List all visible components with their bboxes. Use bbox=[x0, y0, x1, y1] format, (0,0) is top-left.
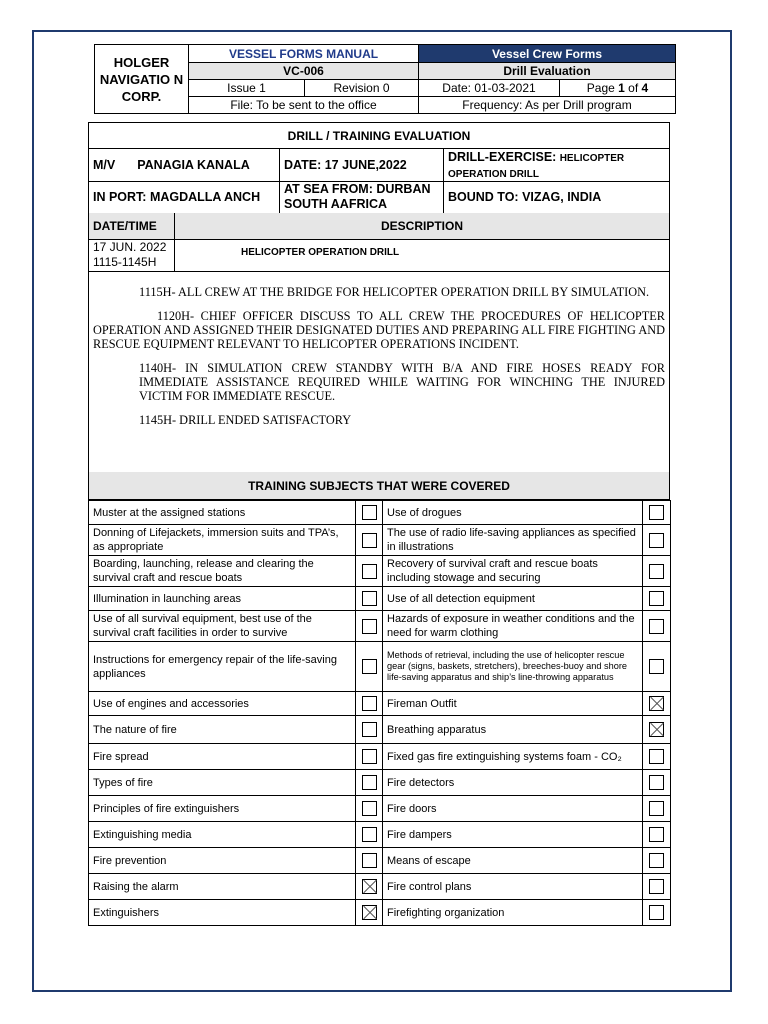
subject-checkbox-cell bbox=[643, 874, 671, 900]
subject-label: Illumination in launching areas bbox=[89, 587, 356, 611]
subject-checkbox-cell bbox=[643, 642, 671, 692]
subject-checkbox-cell bbox=[356, 796, 383, 822]
subject-checkbox[interactable] bbox=[649, 905, 664, 920]
manual-title: VESSEL FORMS MANUAL bbox=[189, 45, 419, 63]
subject-checkbox-cell bbox=[643, 611, 671, 642]
subject-checkbox-cell bbox=[356, 692, 383, 716]
subject-row bbox=[89, 848, 671, 874]
subject-label: Use of drogues bbox=[383, 501, 643, 525]
log-header-row bbox=[88, 213, 670, 240]
subject-label: Fire dampers bbox=[383, 822, 643, 848]
subject-label: Fire prevention bbox=[89, 848, 356, 874]
subject-checkbox-cell bbox=[643, 501, 671, 525]
subject-checkbox-cell bbox=[356, 822, 383, 848]
subject-label: Instructions for emergency repair of the life-saving appliances bbox=[89, 642, 356, 692]
subject-label: Firefighting organization bbox=[383, 900, 643, 926]
subject-checkbox-cell bbox=[356, 587, 383, 611]
subject-checkbox[interactable] bbox=[649, 533, 664, 548]
narrative-paragraph: 1120H- CHIEF OFFICER DISCUSS TO ALL CREW THE PROCEDURES OF HELICOPTER OPERATION AND ASSIGNED THEIR DESIGNATED DUTIES AND PREPARING ALL FIRE FIGHTING AND RESCUE EQUIPMENT RELEVANT TO HELICOPTER OPERATIONS INCIDENT. bbox=[93, 309, 665, 351]
subject-checkbox[interactable] bbox=[362, 696, 377, 711]
subject-row bbox=[89, 642, 671, 692]
bound-to: BOUND TO: VIZAG, INDIA bbox=[448, 190, 602, 204]
at-sea: AT SEA FROM: DURBAN SOUTH AAFRICA bbox=[280, 181, 444, 213]
subject-label: Use of all detection equipment bbox=[383, 587, 643, 611]
subject-checkbox[interactable] bbox=[362, 564, 377, 579]
subject-row bbox=[89, 501, 671, 525]
subject-checkbox-cell bbox=[356, 874, 383, 900]
subject-checkbox[interactable] bbox=[362, 853, 377, 868]
exercise-label: DRILL-EXERCISE: bbox=[448, 150, 557, 164]
subject-label: Fixed gas fire extinguishing systems foam - CO₂ bbox=[383, 744, 643, 770]
subject-checkbox[interactable] bbox=[649, 879, 664, 894]
subject-label: Use of all survival equipment, best use of the survival craft facilities in order to survive bbox=[89, 611, 356, 642]
subject-checkbox[interactable] bbox=[649, 619, 664, 634]
revision-number: Revision 0 bbox=[305, 80, 419, 97]
page-total: 4 bbox=[641, 81, 649, 95]
subject-row bbox=[89, 744, 671, 770]
subject-checkbox[interactable] bbox=[649, 564, 664, 579]
form-code: VC-006 bbox=[189, 63, 419, 80]
subject-checkbox-cell bbox=[356, 770, 383, 796]
subject-label: Raising the alarm bbox=[89, 874, 356, 900]
subject-label: Fire doors bbox=[383, 796, 643, 822]
subject-checkbox-cell bbox=[356, 848, 383, 874]
subject-checkbox[interactable] bbox=[362, 505, 377, 520]
file-instruction: File: To be sent to the office bbox=[189, 97, 419, 114]
narrative-paragraph: 1115H- ALL CREW AT THE BRIDGE FOR HELICOPTER OPERATION DRILL BY SIMULATION. bbox=[139, 285, 650, 299]
subject-checkbox[interactable] bbox=[649, 591, 664, 606]
form-title: DRILL / TRAINING EVALUATION bbox=[88, 122, 670, 149]
subject-label: Fire spread bbox=[89, 744, 356, 770]
entry-datetime bbox=[89, 239, 175, 271]
subject-row bbox=[89, 874, 671, 900]
subject-checkbox[interactable] bbox=[649, 749, 664, 764]
subject-checkbox-cell bbox=[356, 501, 383, 525]
entry-date: 17 JUN. 2022 bbox=[93, 240, 167, 254]
subject-label: The nature of fire bbox=[89, 716, 356, 744]
subject-label: Methods of retrieval, including the use of helicopter rescue gear (signs, baskets, stretchers), breeches-buoy and shore life-saving apparatus and ship’s line-throwing apparatus bbox=[383, 642, 643, 692]
narrative-paragraph: 1145H- DRILL ENDED SATISFACTORY bbox=[139, 413, 352, 427]
vessel-name: PANAGIA KANALA bbox=[137, 157, 250, 172]
subject-label: Means of escape bbox=[383, 848, 643, 874]
frequency: Frequency: As per Drill program bbox=[419, 97, 676, 114]
datetime-header: DATE/TIME bbox=[89, 213, 175, 239]
subject-checkbox[interactable] bbox=[362, 905, 377, 920]
subject-row bbox=[89, 611, 671, 642]
subject-checkbox-cell bbox=[643, 525, 671, 556]
subject-checkbox-cell bbox=[356, 611, 383, 642]
subject-label: Recovery of survival craft and rescue boats including stowage and securing bbox=[383, 556, 643, 587]
entry-description: HELICOPTER OPERATION DRILL bbox=[241, 246, 400, 258]
subject-label: Breathing apparatus bbox=[383, 716, 643, 744]
subject-checkbox-cell bbox=[356, 744, 383, 770]
vessel-cell bbox=[89, 148, 280, 181]
subjects-grid bbox=[88, 500, 670, 926]
subject-label: Fire control plans bbox=[383, 874, 643, 900]
subject-row bbox=[89, 900, 671, 926]
form-name: Drill Evaluation bbox=[419, 63, 676, 80]
subject-label: Donning of Lifejackets, immersion suits and TPA’s, as appropriate bbox=[89, 525, 356, 556]
subject-checkbox[interactable] bbox=[362, 749, 377, 764]
subject-row bbox=[89, 716, 671, 744]
subject-label: Boarding, launching, release and clearing the survival craft and rescue boats bbox=[89, 556, 356, 587]
vessel-label: M/V bbox=[93, 157, 116, 172]
page-of: of bbox=[624, 81, 642, 95]
subject-checkbox[interactable] bbox=[362, 533, 377, 548]
company-name: HOLGER NAVIGATIO N CORP. bbox=[95, 45, 189, 114]
subject-checkbox-cell bbox=[643, 716, 671, 744]
subject-checkbox-cell bbox=[643, 587, 671, 611]
subject-checkbox-cell bbox=[643, 822, 671, 848]
subject-label: Extinguishers bbox=[89, 900, 356, 926]
log-entry-row bbox=[88, 239, 670, 272]
exercise-cell bbox=[444, 148, 669, 181]
subject-checkbox[interactable] bbox=[649, 722, 664, 737]
subject-checkbox[interactable] bbox=[362, 827, 377, 842]
subject-label: Muster at the assigned stations bbox=[89, 501, 356, 525]
page-prefix: Page bbox=[586, 81, 619, 95]
drill-date: DATE: 17 JUNE,2022 bbox=[280, 148, 444, 181]
subject-checkbox[interactable] bbox=[362, 619, 377, 634]
subject-checkbox[interactable] bbox=[362, 722, 377, 737]
subject-checkbox-cell bbox=[643, 900, 671, 926]
page-number bbox=[560, 80, 676, 97]
drill-narrative bbox=[88, 271, 670, 473]
subject-checkbox[interactable] bbox=[362, 801, 377, 816]
in-port: IN PORT: MAGDALLA ANCH bbox=[89, 181, 280, 213]
page-current: 1 bbox=[618, 81, 625, 95]
subject-row bbox=[89, 822, 671, 848]
subject-checkbox-cell bbox=[643, 744, 671, 770]
subject-checkbox-cell bbox=[356, 556, 383, 587]
subject-checkbox[interactable] bbox=[362, 591, 377, 606]
subject-row bbox=[89, 556, 671, 587]
subject-checkbox[interactable] bbox=[649, 827, 664, 842]
exercise-value: HELICOPTER OPERATION DRILL bbox=[448, 153, 625, 180]
subject-row bbox=[89, 587, 671, 611]
subject-label: Use of engines and accessories bbox=[89, 692, 356, 716]
subject-checkbox-cell bbox=[356, 642, 383, 692]
description-header: DESCRIPTION bbox=[380, 219, 463, 233]
subject-checkbox[interactable] bbox=[649, 505, 664, 520]
form-header bbox=[94, 44, 675, 113]
narrative-paragraph: 1140H- IN SIMULATION CREW STANDBY WITH B/A AND FIRE HOSES READY FOR IMMEDIATE ASSISTANCE REQUIRED WHILE WAITING FOR WINCHING THE INJURED VICTIM FOR IMMEDIATE RESCUE. bbox=[139, 361, 665, 403]
subject-checkbox[interactable] bbox=[649, 801, 664, 816]
subject-checkbox-cell bbox=[356, 525, 383, 556]
issue-date: Date: 01-03-2021 bbox=[419, 80, 560, 97]
subject-row bbox=[89, 692, 671, 716]
subject-label: Principles of fire extinguishers bbox=[89, 796, 356, 822]
subject-checkbox[interactable] bbox=[362, 659, 377, 674]
subject-checkbox[interactable] bbox=[649, 696, 664, 711]
subject-row bbox=[89, 525, 671, 556]
subject-label: Hazards of exposure in weather conditions and the need for warm clothing bbox=[383, 611, 643, 642]
subject-checkbox[interactable] bbox=[362, 775, 377, 790]
subject-label: Types of fire bbox=[89, 770, 356, 796]
vessel-info-row bbox=[88, 148, 670, 182]
subject-checkbox[interactable] bbox=[649, 853, 664, 868]
subject-checkbox-cell bbox=[356, 900, 383, 926]
subject-label: Extinguishing media bbox=[89, 822, 356, 848]
subject-label: Fire detectors bbox=[383, 770, 643, 796]
subject-checkbox-cell bbox=[356, 716, 383, 744]
subject-checkbox[interactable] bbox=[362, 879, 377, 894]
subject-checkbox-cell bbox=[643, 796, 671, 822]
issue-number: Issue 1 bbox=[189, 80, 305, 97]
subject-checkbox-cell bbox=[643, 770, 671, 796]
subject-row bbox=[89, 770, 671, 796]
subjects-title: TRAINING SUBJECTS THAT WERE COVERED bbox=[88, 472, 670, 500]
subject-checkbox-cell bbox=[643, 556, 671, 587]
subject-checkbox[interactable] bbox=[649, 775, 664, 790]
subject-checkbox-cell bbox=[643, 848, 671, 874]
subject-checkbox-cell bbox=[643, 692, 671, 716]
forms-title: Vessel Crew Forms bbox=[419, 45, 676, 63]
entry-time: 1115-1145H bbox=[93, 255, 157, 269]
subject-row bbox=[89, 796, 671, 822]
subject-label: Fireman Outfit bbox=[383, 692, 643, 716]
subject-label: The use of radio life-saving appliances as specified in illustrations bbox=[383, 525, 643, 556]
subject-checkbox[interactable] bbox=[649, 659, 664, 674]
voyage-info-row bbox=[88, 181, 670, 214]
